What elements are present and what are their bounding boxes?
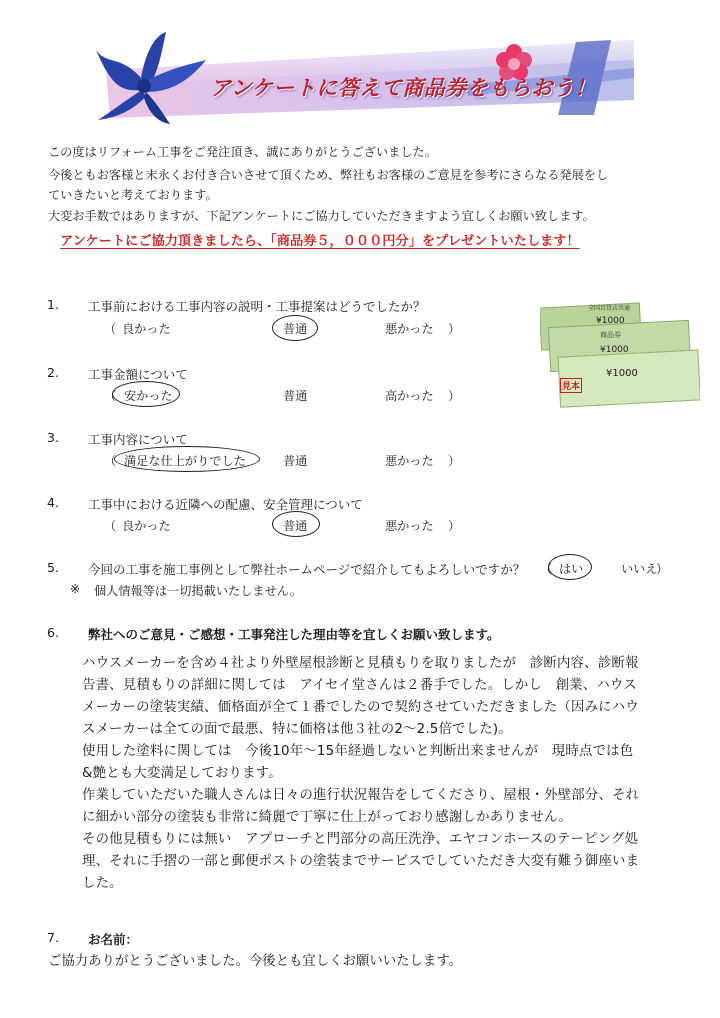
gift-voucher-image	[540, 300, 700, 410]
q5-open-paren: （	[540, 562, 553, 576]
q2-option-normal[interactable]: 普通	[283, 389, 308, 403]
comment-line: &艶とも大変満足しております。	[82, 766, 282, 781]
q4-option-normal[interactable]: 普通	[283, 519, 308, 533]
q3-option-normal[interactable]: 普通	[283, 454, 308, 468]
q5-selected-circle	[548, 554, 592, 580]
intro-line-2: 今後ともお客様と末永くお付き合いさせて頂くため、弊社もお客様のご意見を参考にさらなる発展をし	[48, 168, 609, 182]
q2-close-paren: ）	[448, 389, 461, 403]
comment-line: メーカーの塗装実績、価格面が全て１番でしたので契約させていただきました（因みにハウ	[82, 700, 639, 715]
question-4-text: 工事中における近隣への配慮、安全管理について	[88, 497, 363, 512]
comment-line: その他見積もりには無い アプローチと門部分の高圧洗浄、エヤコンホースのテーピング処	[82, 832, 639, 847]
question-3-text: 工事内容について	[88, 432, 188, 447]
q3-option-satisfied[interactable]: 満足な仕上がりでした	[124, 454, 246, 468]
q4-selected-circle	[272, 511, 320, 537]
name-label: お名前：	[88, 932, 139, 947]
comment-line: ハウスメーカーを含め４社より外壁屋根診断と見積もりを取りましたが 診断内容、診断報	[82, 656, 639, 671]
question-6-text: 弊社へのご意見・ご感想・工事発注した理由等を宜しくお願い致します。	[88, 627, 500, 642]
gift-announcement: アンケートにご協力頂きましたら、「商品券５，０００円分」をプレゼントいたします！	[60, 234, 580, 249]
q1-selected-circle	[272, 315, 318, 341]
question-2-number: 2.	[47, 365, 59, 380]
q1-close-paren: ）	[448, 322, 461, 336]
comment-line: 作業していただいた職人さんは日々の進行状況報告をしてくださり、屋根・外壁部分、それ	[82, 788, 640, 803]
comment-line: した。	[82, 876, 123, 891]
q5-close-paren: ）	[656, 562, 669, 576]
q2-option-expensive[interactable]: 高かった	[385, 389, 434, 403]
voucher-top-text: 全国百貨店共通	[588, 305, 631, 312]
q4-option-bad[interactable]: 悪かった	[385, 519, 434, 533]
q4-close-paren: ）	[448, 519, 461, 533]
q2-option-cheap[interactable]: 安かった	[124, 389, 173, 403]
question-3-number: 3.	[47, 430, 59, 445]
q5-option-no[interactable]: いいえ	[621, 562, 658, 576]
q1-option-normal[interactable]: 普通	[283, 322, 308, 336]
question-5-number: 5.	[47, 560, 59, 575]
question-6-number: 6.	[47, 625, 59, 640]
intro-line-4: 大変お手数ではありますが、下記アンケートにご協力していただきますよう宜しくお願い致します。	[48, 209, 595, 223]
q1-option-good[interactable]: 良かった	[122, 322, 171, 336]
voucher-amount: ¥1000	[596, 316, 625, 326]
comment-line: 使用した塗料に関しては 今後10年〜15年経過しないと判断出来ませんが 現時点では色	[82, 744, 634, 759]
question-2-text: 工事金額について	[88, 367, 188, 382]
q5-option-yes[interactable]: はい	[559, 562, 584, 576]
q3-option-bad[interactable]: 悪かった	[385, 454, 434, 468]
q1-option-bad[interactable]: 悪かった	[385, 322, 434, 336]
closing-message: ご協力ありがとうございました。今後とも宜しくお願いいたします。	[48, 954, 463, 969]
intro-line-3: ていきたいと考えております。	[48, 188, 218, 202]
q2-open-paren: （	[104, 389, 117, 403]
voucher-amount-3: ¥1000	[606, 368, 638, 379]
question-1-number: 1.	[47, 297, 59, 312]
q3-open-paren: （	[104, 454, 117, 468]
q1-open-paren: （	[104, 322, 117, 336]
q4-option-good[interactable]: 良かった	[122, 519, 171, 533]
banner-title: アンケートに答えて商品券をもらおう！	[210, 76, 596, 100]
comment-line: スメーカーは全ての面で最悪、特に価格は他３社の2〜2.5倍でした)。	[82, 722, 512, 737]
q3-selected-circle	[114, 446, 260, 472]
q5-note: 個人情報等は一切掲載いたしません。	[94, 584, 302, 598]
comment-line: に細かい部分の塗装も非常に綺麗で丁寧に仕上がっており感謝しかありません。	[82, 810, 573, 825]
question-1-text: 工事前における工事内容の説明・工事提案はどうでしたか？	[88, 299, 426, 314]
question-5-text: 今回の工事を施工事例として弊社ホームページで紹介してもよろしいですか？	[88, 562, 526, 577]
sample-stamp: 見本	[560, 378, 582, 393]
question-4-number: 4.	[47, 495, 59, 510]
q5-note-mark: ※	[70, 582, 81, 596]
q3-close-paren: ）	[448, 454, 461, 468]
comment-line: 理、それに手摺の一部と郵便ポストの塗装までサービスでしていただき大変有難う御座いま	[82, 854, 640, 869]
intro-line-1: この度はリフォーム工事をご発注頂き、誠にありがとうございました。	[48, 145, 437, 159]
q2-selected-circle	[112, 381, 180, 407]
question-7-number: 7.	[47, 930, 59, 945]
voucher-name: 商品券	[600, 331, 621, 339]
q4-open-paren: （	[104, 519, 117, 533]
voucher-amount-2: ¥1000	[600, 345, 629, 355]
comment-line: 告書、見積もりの詳細に関しては アイセイ堂さんは２番手でした。しかし 創業、ハウス	[82, 678, 637, 693]
